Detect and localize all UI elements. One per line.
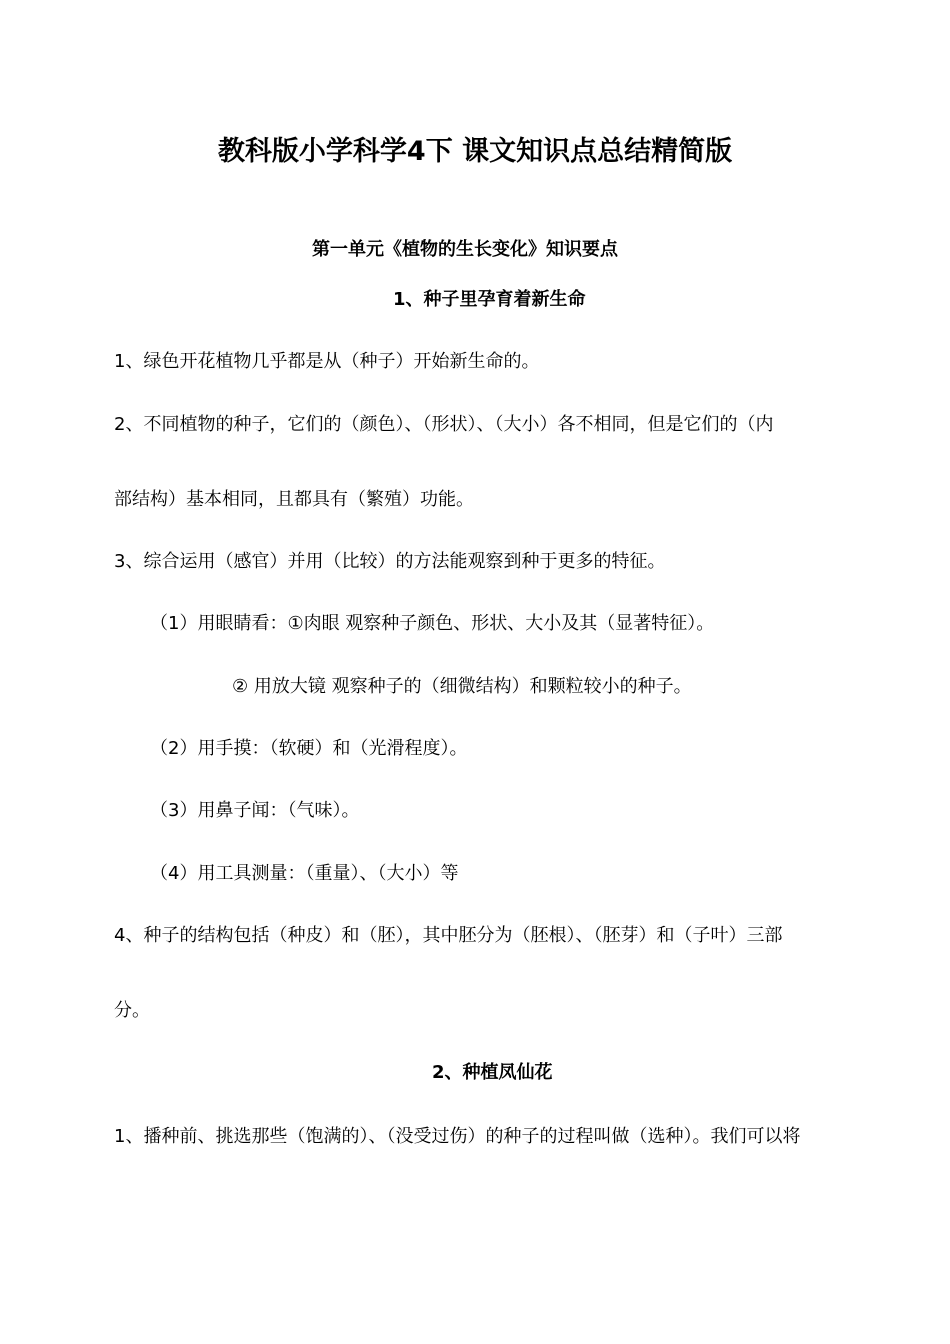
paragraph-3: 3、综合运用（感官）并用（比较）的方法能观察到种于更多的特征。 [114,551,666,572]
lesson-1-heading: 1、种子里孕育着新生命 [393,289,586,310]
observation-item-1b: ② 用放大镜 观察种子的（细微结构）和颗粒较小的种子。 [232,676,692,697]
unit-heading: 第一单元《植物的生长变化》知识要点 [312,239,618,260]
document-title: 教科版小学科学4下 课文知识点总结精简版 [217,136,733,167]
observation-item-3: （3）用鼻子闻：（气味）。 [150,800,360,821]
observation-item-4: （4）用工具测量：（重量）、（大小）等 [150,863,459,884]
paragraph-4-line-1: 4、种子的结构包括（种皮）和（胚），其中胚分为（胚根）、（胚芽）和（子叶）三部 [114,925,783,946]
paragraph-2-line-2: 部结构）基本相同，且都具有（繁殖）功能。 [114,489,474,510]
paragraph-2-line-1: 2、不同植物的种子，它们的（颜色）、（形状）、（大小）各不相同，但是它们的（内 [114,414,774,435]
observation-item-2: （2）用手摸：（软硬）和（光滑程度）。 [150,738,468,759]
paragraph-4-line-2: 分。 [114,1000,150,1021]
paragraph-1: 1、绿色开花植物几乎都是从（种子）开始新生命的。 [114,351,540,372]
lesson-2-heading: 2、种植凤仙花 [432,1062,553,1083]
observation-item-1: （1）用眼睛看：①肉眼 观察种子颜色、形状、大小及其（显著特征）。 [150,613,715,634]
lesson-2-paragraph-1-line-1: 1、播种前、挑选那些（饱满的）、（没受过伤）的种子的过程叫做（选种）。我们可以将 [114,1126,801,1147]
